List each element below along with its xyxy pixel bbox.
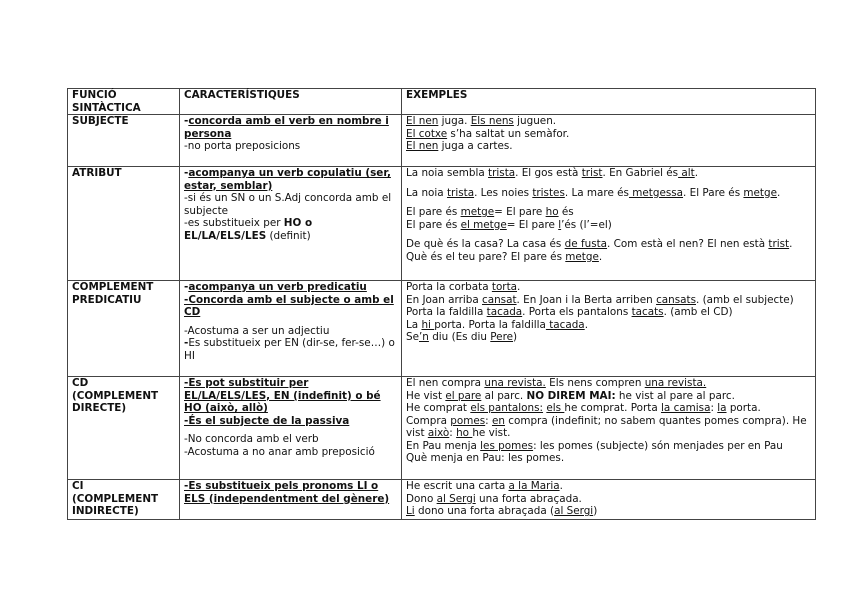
atribut-example-4 [406, 219, 811, 232]
cd-e4h: ho [456, 427, 473, 439]
predicatiu-e5e: ) [513, 331, 518, 343]
ci-e3b: dono una forta abraçada ( [414, 505, 555, 517]
cd-e5c: : les pomes (subjecte) són menjades per en Pau [533, 439, 783, 452]
predicatiu-e5a: Se [406, 331, 419, 343]
spacer [406, 180, 811, 187]
atribut-example-1 [406, 167, 811, 180]
cell-cd-features [180, 377, 402, 480]
cd-e3b: els pantalons: [470, 402, 544, 414]
subjecte-e1b: juga. [438, 115, 471, 127]
atribut-e2b: trista [446, 186, 475, 199]
ci-e2c: una forta abraçada. [475, 492, 582, 505]
header-funcio-line1: FUNCIÓ [72, 89, 117, 101]
ci-e2b: al Sergi [436, 492, 476, 505]
cd-e4e: compra (indefinit; no sabem quantes pomes compra). He vist [406, 414, 807, 439]
ci-e3d: ) [593, 505, 598, 517]
atribut-e4a: El pare és [406, 218, 461, 231]
atribut-e5g: . [598, 250, 603, 263]
cd-e1a: El nen compra [406, 377, 485, 389]
cd-e3a: He comprat [406, 402, 471, 414]
predicatiu-e2e: . (amb el subjecte) [696, 293, 794, 306]
atribut-example-5 [406, 238, 811, 263]
cd-e2b: el pare [445, 389, 482, 402]
syntax-functions-table [67, 88, 816, 520]
predicatiu-example-3 [406, 306, 811, 319]
predicatiu-e4c: porta. Porta la faldilla [434, 318, 546, 331]
cell-ci-features [180, 480, 402, 520]
header-funcio-line2: SINTÀCTICA [72, 101, 141, 114]
atribut-e4b: el metge [460, 218, 507, 231]
cd-e2c: al parc. [481, 389, 527, 402]
predicatiu-e1c: . [517, 281, 521, 293]
predicatiu-e5b: ’n [419, 331, 429, 343]
cell-ci-examples [402, 480, 816, 520]
atribut-e1b: trista [488, 167, 516, 179]
atribut-e5b: de fusta [564, 238, 608, 250]
atribut-e4e: ’és (l’=el) [561, 218, 612, 231]
predicatiu-e2b: cansat [482, 293, 517, 306]
atribut-e2i: . [777, 186, 781, 199]
atribut-e2d: tristes [532, 186, 565, 199]
predicatiu-feature-1 [184, 281, 397, 294]
cell-predicatiu-features [180, 281, 402, 377]
ci-name-line3: INDIRECTE) [72, 505, 139, 517]
subjecte-e2b: s’ha saltat un semàfor. [447, 127, 570, 140]
predicatiu-example-2 [406, 294, 811, 307]
header-caracteristiques-text: CARACTERÍSTIQUES [184, 89, 300, 101]
atribut-name: ATRIBUT [72, 167, 122, 179]
predicatiu-feature-4 [184, 337, 397, 362]
subjecte-feature-2: -no porta preposicions [184, 140, 301, 152]
predicatiu-e4d: tacada [545, 318, 585, 331]
atribut-e1e: . En Gabriel és [602, 167, 679, 179]
atribut-example-2 [406, 187, 811, 200]
atribut-e2g: . El Pare és [683, 186, 744, 199]
atribut-e2e: . La mare és [564, 186, 629, 199]
ci-name-line1: CI [72, 480, 84, 492]
table-row-ci [68, 480, 816, 520]
subjecte-e2a: El cotxe [406, 127, 448, 140]
predicatiu-example-5 [406, 331, 811, 344]
atribut-e5a: De què és la casa? La casa és [406, 238, 565, 250]
predicatiu-e3d: tacats [631, 306, 664, 318]
predicatiu-name-line2: PREDICATIU [72, 293, 142, 306]
cd-example-6: Què menja en Pau: les pomes. [406, 452, 565, 464]
atribut-feature-1 [184, 167, 397, 192]
predicatiu-feature-3: -Acostuma a ser un adjectiu [184, 324, 330, 337]
atribut-e4d: l [558, 218, 562, 231]
cd-e5b: les pomes [480, 439, 534, 452]
ci-e2a: Dono [406, 492, 437, 505]
spacer [406, 199, 811, 206]
predicatiu-feature-1-text: acompanya un verb predicatiu [188, 281, 367, 293]
ci-e1a: He escrit una carta [406, 480, 509, 492]
cd-e1d: una revista. [644, 377, 707, 389]
cd-example-3 [406, 402, 811, 415]
subjecte-feature-1-text: concorda amb el verb en nombre i persona [184, 115, 389, 140]
atribut-e5e: . Què és el teu pare? El pare és [406, 238, 793, 263]
subjecte-feature-1-dash: - [184, 115, 189, 127]
cd-e4d: en [491, 414, 505, 427]
ci-e1c: . [559, 480, 563, 492]
atribut-e1a: La noia sembla [406, 167, 489, 179]
atribut-e3c: = El pare [494, 206, 546, 218]
cd-example-4 [406, 415, 811, 440]
atribut-e3d: ho [545, 206, 559, 218]
atribut-feature-3 [184, 217, 397, 242]
atribut-e1f: alt [678, 167, 695, 179]
cd-e4f: això [427, 427, 450, 439]
predicatiu-c4b: Es substitueix per EN (dir-se, fer-se…) o HI [184, 337, 395, 362]
header-exemples [402, 89, 816, 115]
cd-name-line3: DIRECTE) [72, 402, 127, 414]
ci-name-line2: (COMPLEMENT [72, 492, 159, 505]
cd-e3f: la camisa [661, 402, 711, 414]
predicatiu-feature-2: -Concorda amb el subjecte o amb el CD [184, 293, 394, 318]
predicatiu-e1b: torta [491, 281, 518, 293]
atribut-c3b: HO o EL/LA/ELS/LES [184, 217, 313, 242]
cd-feature-3: -No concorda amb el verb [184, 433, 319, 445]
subjecte-example-3 [406, 140, 811, 153]
cd-e3h: la [717, 402, 727, 414]
cd-e5a: En Pau menja [406, 439, 481, 452]
cd-e3d: els [546, 402, 565, 414]
subjecte-e1d: juguen. [513, 115, 557, 127]
table-row-subjecte [68, 115, 816, 167]
cd-example-5 [406, 440, 811, 453]
subjecte-e1c: Els nens [470, 115, 514, 127]
atribut-e1c: . El gos està [515, 167, 582, 179]
atribut-feature-1-text: acompanya un verb copulatiu (ser, estar, semblar) [184, 167, 391, 192]
cell-predicatiu-examples [402, 281, 816, 377]
predicatiu-e3c: . Porta els pantalons [522, 306, 632, 318]
cd-feature-2: -És el subjecte de la passiva [184, 414, 350, 427]
atribut-e3b: metge [460, 206, 495, 218]
cell-cd-name [68, 377, 180, 480]
atribut-feature-1-dash: - [184, 167, 189, 179]
predicatiu-e2a: En Joan arriba [406, 293, 483, 306]
ci-feature-1: -Es substitueix pels pronoms LI o ELS (independentment del gènere) [184, 480, 390, 505]
cd-e3e: he comprat. Porta [564, 402, 662, 414]
predicatiu-e5c: diu (Es diu [428, 331, 491, 343]
ci-example-1 [406, 480, 811, 493]
cd-e1c: Els nens compren [545, 377, 645, 389]
atribut-e5c: . Com està el nen? El nen està [607, 238, 769, 250]
cd-feature-4: -Acostuma a no anar amb preposició [184, 445, 375, 458]
atribut-e2f: metgessa [628, 186, 684, 199]
cell-cd-examples [402, 377, 816, 480]
predicatiu-example-4 [406, 319, 811, 332]
table-row-atribut [68, 167, 816, 281]
cell-atribut-name [68, 167, 180, 281]
subjecte-name: SUBJECTE [72, 115, 129, 127]
atribut-example-3 [406, 206, 811, 219]
subjecte-example-1 [406, 115, 811, 128]
cd-e4a: Compra [406, 414, 451, 427]
cd-e3g: : [710, 402, 718, 414]
atribut-e5d: trist [768, 238, 790, 250]
atribut-e3e: és [558, 206, 574, 218]
table-row-predicatiu [68, 281, 816, 377]
cd-e4c: : [485, 414, 492, 427]
cd-feature-1: -Es pot substituir per EL/LA/ELS/LES, EN (indefinit) o bé HO (això, allò) [184, 377, 381, 414]
atribut-e4c: = El pare [506, 218, 559, 231]
predicatiu-e2c: . En Joan i la Berta arriben [516, 293, 657, 306]
table-row-cd [68, 377, 816, 480]
predicatiu-e2d: cansats [656, 293, 696, 306]
subjecte-e3a: El nen [406, 140, 439, 152]
predicatiu-c4a: - [184, 337, 189, 349]
cd-example-2 [406, 390, 811, 403]
cd-e2a: He vist [406, 389, 446, 402]
atribut-e2h: metge [743, 186, 777, 199]
cd-e2d: NO DIREM MAI: [526, 389, 616, 402]
header-exemples-text: EXEMPLES [406, 89, 468, 101]
header-caracteristiques [180, 89, 402, 115]
cd-e2e: he vist al pare al parc. [615, 389, 735, 402]
ci-e1b: a la Maria [508, 480, 560, 492]
predicatiu-e3b: tacada [486, 306, 523, 318]
atribut-e3a: El pare és [406, 206, 461, 218]
predicatiu-e3e: . (amb el CD) [663, 306, 733, 318]
cd-e3i: porta. [726, 402, 761, 414]
atribut-e2a: La noia [406, 186, 447, 199]
ci-example-2 [406, 493, 811, 506]
cell-ci-name [68, 480, 180, 520]
cell-atribut-features [180, 167, 402, 281]
atribut-c3c: (definit) [266, 229, 311, 242]
atribut-e1g: . [694, 167, 699, 179]
cell-subjecte-examples [402, 115, 816, 167]
spacer [406, 231, 811, 238]
predicatiu-e1a: Porta la corbata [406, 281, 492, 293]
atribut-feature-2: -si és un SN o un S.Adj concorda amb el subjecte [184, 192, 392, 217]
ci-e3a: Li [406, 505, 415, 517]
predicatiu-e4a: La [406, 318, 422, 331]
cd-e4g: : [449, 427, 457, 439]
cd-e1b: una revista. [484, 377, 546, 389]
cell-predicatiu-name [68, 281, 180, 377]
predicatiu-feature-1-dash: - [184, 281, 189, 293]
header-funcio [68, 89, 180, 115]
predicatiu-e3a: Porta la faldilla [406, 306, 487, 318]
subjecte-example-2 [406, 128, 811, 141]
atribut-e2c: . Les noies [474, 186, 533, 199]
atribut-c3a: -es substitueix per [184, 217, 284, 229]
predicatiu-e4e: . [584, 318, 588, 331]
cd-e4i: he vist. [472, 427, 511, 439]
predicatiu-e4b: hi [421, 318, 435, 331]
subjecte-feature-1 [184, 115, 397, 140]
cd-name-line1: CD [72, 377, 89, 389]
cell-subjecte-name [68, 115, 180, 167]
table-header-row [68, 89, 816, 115]
atribut-e1d: trist [581, 167, 603, 179]
ci-example-3 [406, 505, 811, 518]
ci-e3c: al Sergi [554, 505, 594, 517]
atribut-e5f: metge [565, 250, 599, 263]
cell-subjecte-features [180, 115, 402, 167]
subjecte-e1a: El nen [406, 115, 439, 127]
predicatiu-e5d: Pere [490, 331, 514, 343]
cell-atribut-examples [402, 167, 816, 281]
cd-e4b: pomes [450, 414, 486, 427]
predicatiu-example-1 [406, 281, 811, 294]
subjecte-e3b: juga a cartes. [438, 140, 513, 152]
predicatiu-name-line1: COMPLEMENT [72, 281, 154, 293]
cd-name-line2: (COMPLEMENT [72, 389, 159, 402]
cd-example-1 [406, 377, 811, 390]
